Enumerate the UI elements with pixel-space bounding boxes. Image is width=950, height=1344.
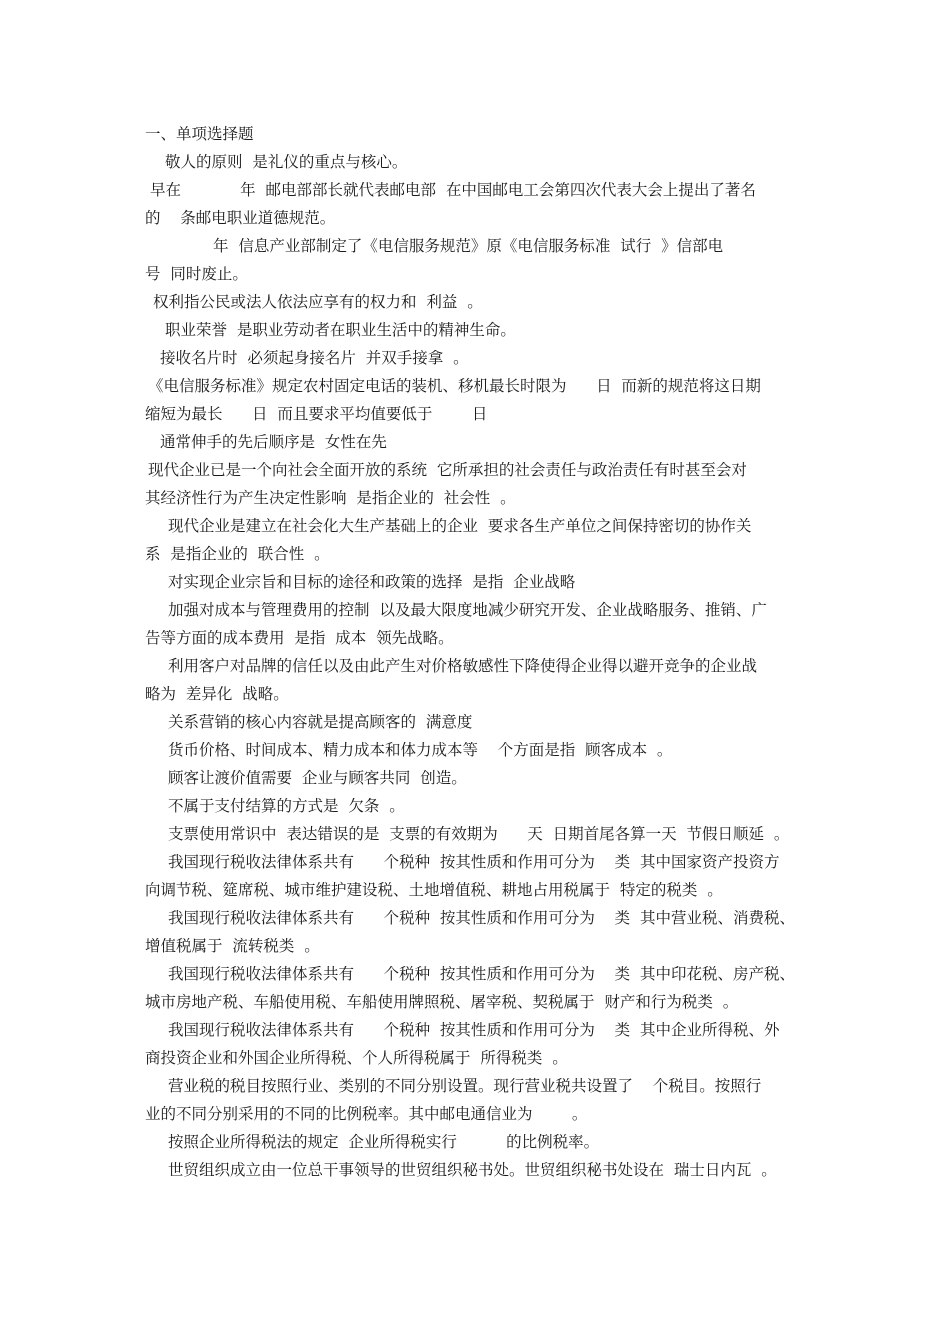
question-text-line: 《电信服务标准》规定农村固定电话的装机、移机最长时限为 日 而新的规范将这日期 [148,377,761,395]
question-item [145,428,813,456]
question-item [145,904,813,960]
question-text-line: 顾客让渡价值需要 企业与顾客共同 创造。 [168,769,467,787]
question-text-line: 增值税属于 流转税类 。 [145,937,320,955]
question-text-line: 对实现企业宗旨和目标的途径和政策的选择 是指 企业战略 [168,573,576,591]
question-item [145,288,813,316]
question-text-line: 城市房地产税、车船使用税、车船使用牌照税、屠宰税、契税属于 财产和行为税类 。 [145,993,739,1011]
question-text-line: 商投资企业和外国企业所得税、个人所得税属于 所得税类 。 [145,1049,568,1067]
question-item [145,372,813,428]
question-text-line: 权利指公民或法人依法应享有的权力和 利益 。 [153,293,483,311]
question-item [145,316,813,344]
question-item [145,848,813,904]
question-text-line: 年 信息产业部制定了《电信服务规范》原《电信服务标准 试行 》信部电 [213,237,724,255]
question-text-line: 我国现行税收法律体系共有 个税种 按其性质和作用可分为 类 其中营业税、消费税、 [168,909,795,927]
question-text-line: 利用客户对品牌的信任以及由此产生对价格敏感性下降使得企业得以避开竞争的企业战 [168,657,758,675]
question-item [145,792,813,820]
question-item [145,456,813,512]
question-text-line: 现代企业是建立在社会化大生产基础上的企业 要求各生产单位之间保持密切的协作关 [168,517,752,535]
question-text-line: 加强对成本与管理费用的控制 以及最大限度地减少研究开发、企业战略服务、推销、广 [168,601,767,619]
question-item [145,960,813,1016]
question-item [145,652,813,708]
question-item [145,1016,813,1072]
question-text-line: 我国现行税收法律体系共有 个税种 按其性质和作用可分为 类 其中国家资产投资方 [168,853,780,871]
question-text-line: 我国现行税收法律体系共有 个税种 按其性质和作用可分为 类 其中企业所得税、外 [168,1021,780,1039]
question-text-line: 系 是指企业的 联合性 。 [145,545,330,563]
question-text-line: 现代企业已是一个向社会全面开放的系统 它所承担的社会责任与政治责任有时甚至会对 [148,461,747,479]
question-text-line: 号 同时废止。 [145,265,248,283]
question-item [145,232,813,288]
question-text-line: 通常伸手的先后顺序是 女性在先 [160,433,387,451]
question-text-line: 关系营销的核心内容就是提高顾客的 满意度 [168,713,473,731]
question-item [145,176,813,232]
question-text-line: 的 条邮电职业道德规范。 [145,209,336,227]
question-text-line: 营业税的税目按照行业、类别的不同分别设置。现行营业税共设置了 个税目。按照行 [168,1077,762,1095]
question-item [145,708,813,736]
section-title: 一、单项选择题 [145,125,254,143]
question-text-line: 不属于支付结算的方式是 欠条 。 [168,797,405,815]
question-item [145,1156,813,1184]
question-item [145,512,813,568]
question-text-line: 接收名片时 必须起身接名片 并双手接拿 。 [160,349,469,367]
question-text-line: 向调节税、筵席税、城市维护建设税、土地增值税、耕地占用税属于 特定的税类 。 [145,881,723,899]
question-item [145,764,813,792]
question-item [145,344,813,372]
question-text-line: 支票使用常识中 表达错误的是 支票的有效期为 天 日期首尾各算一天 节假日顺延 。 [168,825,790,843]
question-text-line: 货币价格、时间成本、精力成本和体力成本等 个方面是指 顾客成本 。 [168,741,673,759]
question-text-line: 其经济性行为产生决定性影响 是指企业的 社会性 。 [145,489,516,507]
question-item [145,1128,813,1156]
question-text-line: 敬人的原则 是礼仪的重点与核心。 [165,153,408,171]
question-item [145,1072,813,1128]
question-text-line: 职业荣誉 是职业劳动者在职业生活中的精神生命。 [165,321,516,339]
question-item [145,568,813,596]
question-text-line: 缩短为最长 日 而且要求平均值要低于 日 [145,405,488,423]
question-item [145,148,813,176]
question-item [145,820,813,848]
question-item [145,596,813,652]
question-item [145,736,813,764]
question-text-line: 业的不同分别采用的不同的比例税率。其中邮电通信业为 。 [145,1105,588,1123]
question-text-line: 略为 差异化 战略。 [145,685,289,703]
question-text-line: 世贸组织成立由一位总干事领导的世贸组织秘书处。世贸组织秘书处设在 瑞士日内瓦 。 [168,1161,777,1179]
question-text-line: 我国现行税收法律体系共有 个税种 按其性质和作用可分为 类 其中印花税、房产税、 [168,965,795,983]
question-list [145,148,813,1184]
question-text-line: 按照企业所得税法的规定 企业所得税实行 的比例税率。 [168,1133,600,1151]
question-text-line: 早在 年 邮电部部长就代表邮电部 在中国邮电工会第四次代表大会上提出了著名 [150,181,756,199]
question-text-line: 告等方面的成本费用 是指 成本 领先战略。 [145,629,454,647]
document-body [145,120,813,1184]
